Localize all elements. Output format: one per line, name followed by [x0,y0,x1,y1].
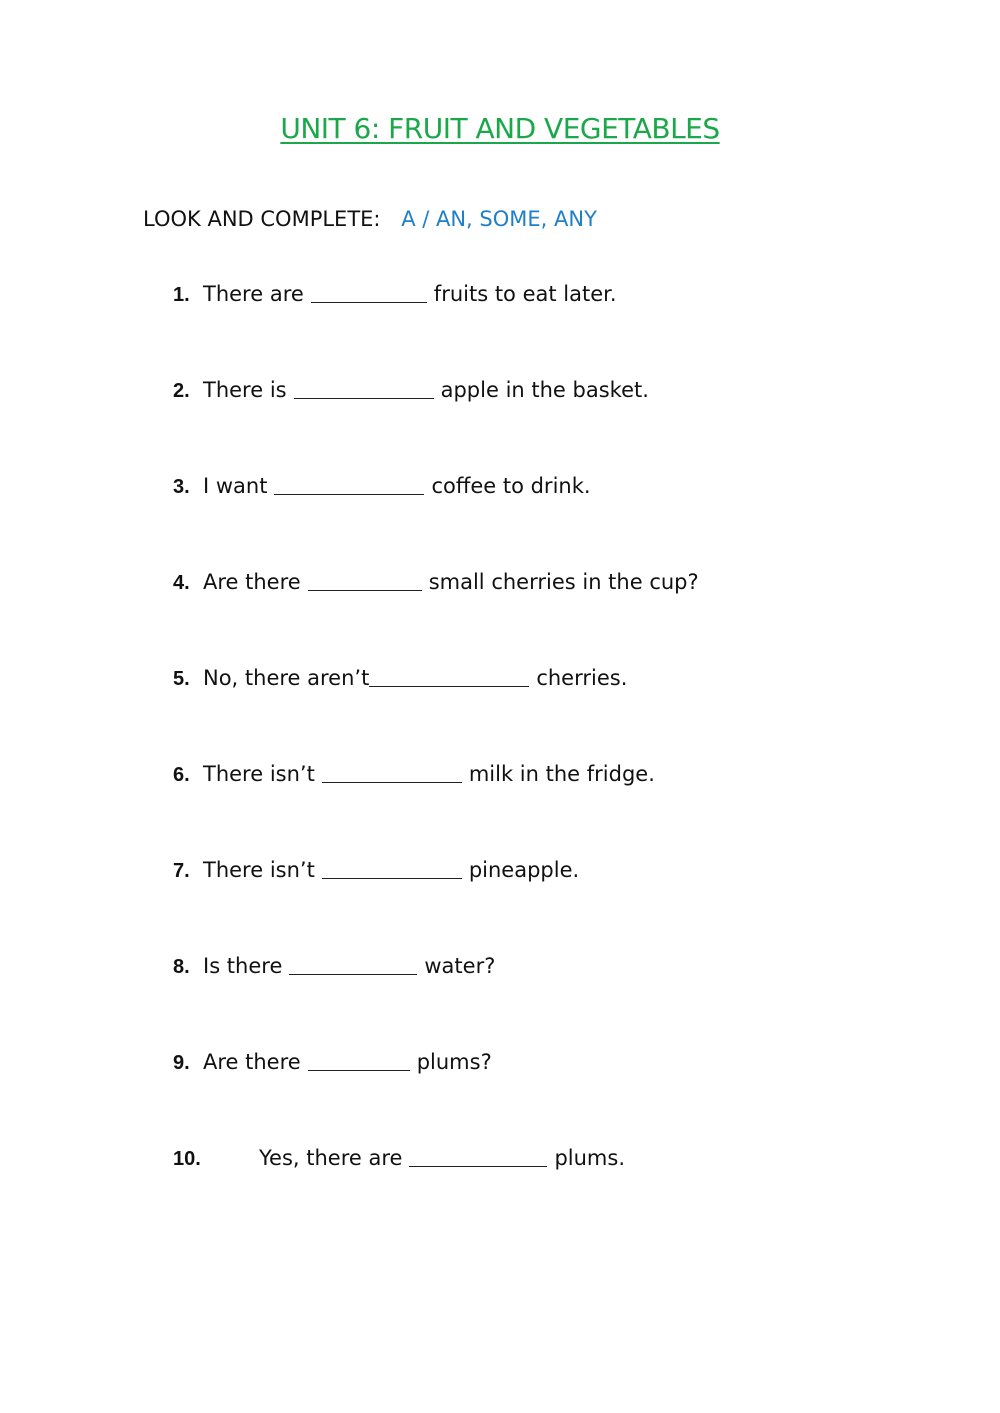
question-1 [173,282,617,307]
instruction-line [143,207,597,231]
question-number: 2. [173,380,190,402]
question-text-before: No, there aren’t [203,666,370,690]
question-number: 8. [173,956,190,978]
answer-blank[interactable] [311,300,427,303]
answer-blank[interactable] [322,780,462,783]
question-number: 5. [173,668,190,690]
question-text-before: Yes, there are [259,1146,403,1170]
question-text-after: small cherries in the cup? [428,570,699,594]
answer-blank[interactable] [294,396,434,399]
question-number: 6. [173,764,190,786]
question-text-before: There isn’t [203,858,315,882]
answer-blank[interactable] [308,588,422,591]
question-number: 3. [173,476,190,498]
question-4 [173,570,699,595]
question-text-before: There are [203,282,304,306]
question-text-after: water? [424,954,496,978]
question-text-after: pineapple. [468,858,580,882]
question-2 [173,378,649,403]
question-text-after: cherries. [536,666,628,690]
question-number: 10. [173,1148,201,1170]
worksheet-title: UNIT 6: FRUIT AND VEGETABLES [280,112,720,145]
instruction-label: LOOK AND COMPLETE: [143,207,381,231]
question-text-after: coffee to drink. [431,474,591,498]
question-text-after: plums? [416,1050,492,1074]
answer-blank[interactable] [322,876,462,879]
question-text-after: apple in the basket. [440,378,649,402]
question-text-before: There is [203,378,287,402]
question-text-before: Is there [203,954,283,978]
question-9 [173,1050,492,1075]
question-6 [173,762,655,787]
question-10 [173,1146,625,1171]
answer-blank[interactable] [274,492,424,495]
question-number: 7. [173,860,190,882]
question-3 [173,474,591,499]
answer-options: A / AN, SOME, ANY [401,207,597,231]
question-number: 1. [173,284,190,306]
question-7 [173,858,579,883]
question-text-before: Are there [203,570,301,594]
question-5 [173,666,627,691]
question-number: 4. [173,572,190,594]
question-text-before: Are there [203,1050,301,1074]
question-text-before: I want [203,474,268,498]
answer-blank[interactable] [308,1068,410,1071]
question-8 [173,954,495,979]
answer-blank[interactable] [369,684,529,687]
answer-blank[interactable] [289,972,417,975]
answer-blank[interactable] [409,1164,547,1167]
question-number: 9. [173,1052,190,1074]
question-text-before: There isn’t [203,762,315,786]
question-text-after: fruits to eat later. [433,282,617,306]
question-text-after: plums. [554,1146,625,1170]
question-text-after: milk in the fridge. [468,762,655,786]
